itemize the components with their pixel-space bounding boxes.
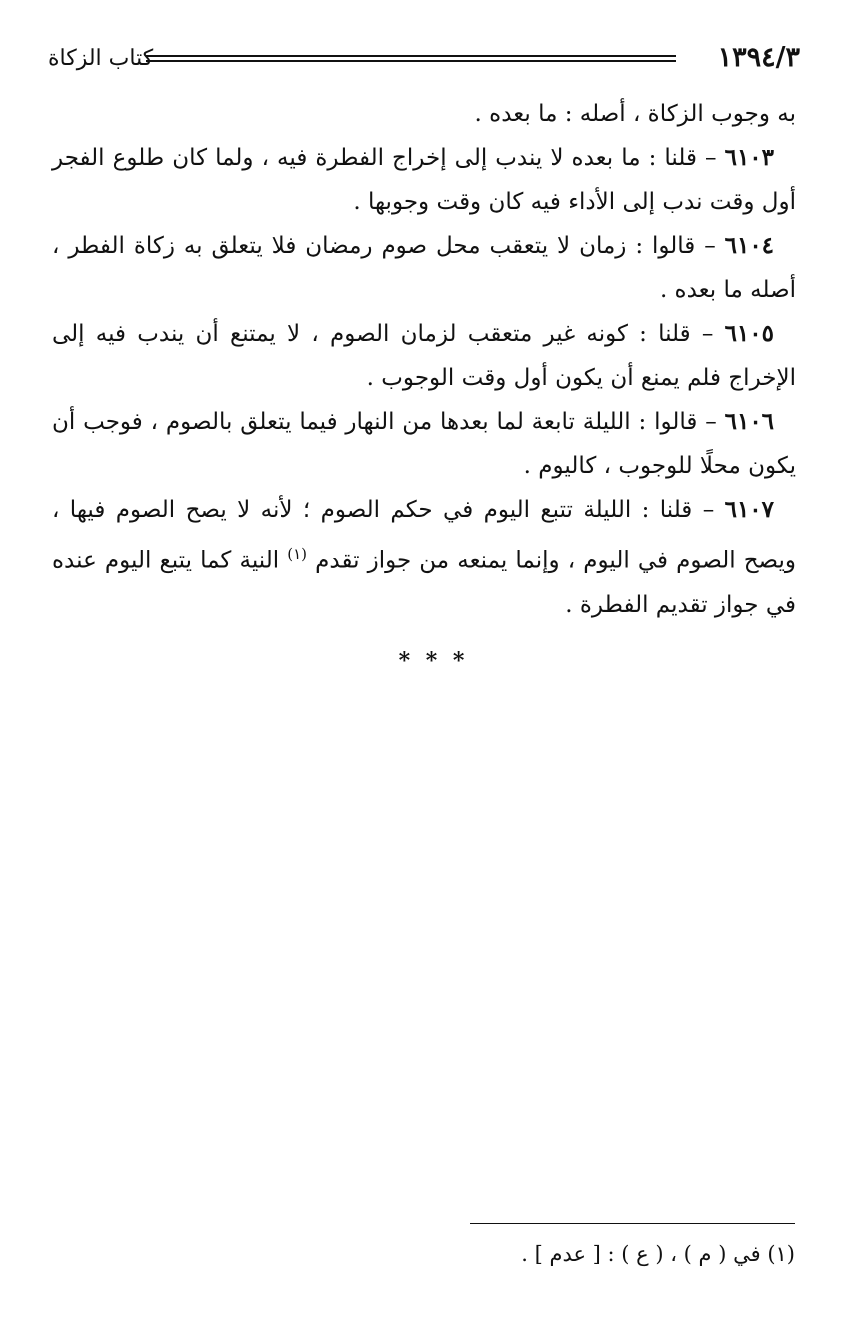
paragraph [52, 400, 796, 488]
paragraph [52, 92, 796, 136]
header-rule-top [146, 55, 676, 57]
paragraph [52, 312, 796, 400]
header-rule-bottom [146, 60, 676, 62]
dash: – [705, 409, 717, 435]
main-text [52, 92, 796, 627]
paragraph-text: قالوا : زمان لا يتعقب محل صوم رمضان فلا يتعلق به زكاة الفطر ، أصله ما بعده . [52, 233, 796, 303]
paragraph-text: قلنا : ما بعده لا يندب إلى إخراج الفطرة فيه ، ولما كان طلوع الفجر أول وقت ندب إلى الأداء فيه كان وقت وجوبها . [52, 145, 796, 215]
dash: – [702, 497, 715, 523]
footnote-reference[interactable]: (١) [287, 545, 307, 563]
paragraph [52, 136, 796, 224]
paragraph-number: ٦١٠٤ [724, 232, 775, 259]
book-title: كتاب الزكاة [48, 46, 154, 71]
paragraph [52, 488, 796, 627]
paragraph-number: ٦١٠٥ [724, 320, 774, 347]
paragraph-text: به وجوب الزكاة ، أصله : ما بعده . [474, 101, 796, 127]
footnote-divider [470, 1223, 795, 1224]
page-header [48, 40, 800, 76]
paragraph-text: قالوا : الليلة تابعة لما بعدها من النهار فيما يتعلق بالصوم ، فوجب أن يكون محلًا للوجوب ، كاليوم . [52, 409, 796, 479]
dash: – [701, 321, 714, 347]
section-separator: * * * [398, 648, 469, 674]
paragraph-text: قلنا : الليلة تتبع اليوم في حكم الصوم ؛ لأنه لا يصح الصوم فيها ، ويصح الصوم في اليوم ، وإنما يمنعه من جواز تقدم [52, 497, 797, 574]
page-number: ١٣٩٤/٣ [717, 42, 800, 73]
paragraph-number: ٦١٠٣ [724, 144, 775, 171]
dash: – [704, 233, 716, 259]
paragraph-text: النية كما يتبع اليوم عنده في جواز تقديم الفطرة . [52, 547, 796, 618]
paragraph-text: قلنا : كونه غير متعقب لزمان الصوم ، لا يمتنع أن يندب فيه إلى الإخراج فلم يمنع أن يكون أول وقت الوجوب . [52, 321, 796, 391]
dash: – [705, 145, 717, 171]
paragraph-number: ٦١٠٦ [724, 408, 775, 435]
paragraph [52, 224, 796, 312]
paragraph-number: ٦١٠٧ [724, 496, 775, 523]
footnote: (١) في ( م ) ، ( ع ) : [ عدم ] . [521, 1242, 795, 1266]
